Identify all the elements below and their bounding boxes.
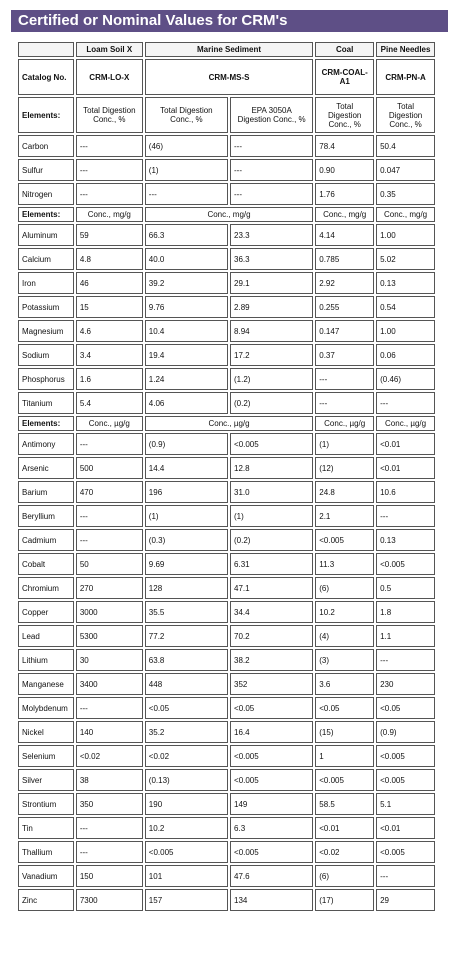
value-cell: --- [76,505,143,527]
catalog-coal: CRM-COAL-A1 [315,59,374,95]
value-cell: <0.005 [376,769,435,791]
table-row [18,841,435,863]
value-cell: --- [76,135,143,157]
value-cell: (46) [145,135,228,157]
element-name: Nitrogen [18,183,74,205]
element-name: Iron [18,272,74,294]
table-row [18,553,435,575]
value-cell: (0.9) [145,433,228,455]
value-cell: 1.6 [76,368,143,390]
element-name: Thallium [18,841,74,863]
value-cell: 0.047 [376,159,435,181]
value-cell: 5.4 [76,392,143,414]
value-cell: (15) [315,721,374,743]
value-cell: 1.00 [376,224,435,246]
value-cell: 35.2 [145,721,228,743]
element-name: Nickel [18,721,74,743]
value-cell: (12) [315,457,374,479]
table-row [18,159,435,181]
value-cell: 2.1 [315,505,374,527]
value-cell: 0.5 [376,577,435,599]
value-cell: (4) [315,625,374,647]
value-cell: 3400 [76,673,143,695]
value-cell: <0.05 [145,697,228,719]
value-cell: 3.4 [76,344,143,366]
table-row [18,248,435,270]
value-cell: --- [76,841,143,863]
value-cell: 9.69 [145,553,228,575]
unit-header: Total Digestion Conc., % [376,97,435,133]
value-cell: 2.89 [230,296,313,318]
page-title: Certified or Nominal Values for CRM's [11,10,448,32]
value-cell: 10.6 [376,481,435,503]
value-cell: (0.2) [230,392,313,414]
value-cell: 39.2 [145,272,228,294]
value-cell: 50 [76,553,143,575]
element-name: Molybdenum [18,697,74,719]
value-cell: 350 [76,793,143,815]
value-cell: <0.05 [230,697,313,719]
value-cell: <0.005 [376,745,435,767]
value-cell: <0.005 [315,769,374,791]
value-cell: 3000 [76,601,143,623]
unit-header: Conc., mg/g [315,207,374,222]
value-cell: <0.005 [145,841,228,863]
value-cell: (1) [145,159,228,181]
catalog-pine-needles: CRM-PN-A [376,59,435,95]
value-cell: (6) [315,577,374,599]
value-cell: 1 [315,745,374,767]
element-name: Phosphorus [18,368,74,390]
unit-header: Conc., µg/g [145,416,313,431]
element-name: Arsenic [18,457,74,479]
value-cell: --- [376,865,435,887]
table-row [18,865,435,887]
table-row [18,769,435,791]
table-row [18,368,435,390]
table-row [18,721,435,743]
value-cell: <0.005 [315,529,374,551]
value-cell: 2.92 [315,272,374,294]
element-name: Titanium [18,392,74,414]
value-cell: 0.90 [315,159,374,181]
value-cell: 12.8 [230,457,313,479]
value-cell: <0.01 [376,433,435,455]
table-row [18,601,435,623]
value-cell: --- [76,697,143,719]
value-cell: <0.02 [315,841,374,863]
value-cell: (0.13) [145,769,228,791]
elements-label: Elements: [18,207,74,222]
value-cell: 11.3 [315,553,374,575]
value-cell: 500 [76,457,143,479]
element-name: Copper [18,601,74,623]
table-row [18,505,435,527]
group-header-loam-soil: Loam Soil X [76,42,143,57]
value-cell: 4.6 [76,320,143,342]
value-cell: (0.3) [145,529,228,551]
element-name: Beryllium [18,505,74,527]
value-cell: 352 [230,673,313,695]
value-cell: 77.2 [145,625,228,647]
element-name: Tin [18,817,74,839]
value-cell: 4.06 [145,392,228,414]
table-row [18,889,435,911]
value-cell: 150 [76,865,143,887]
value-cell: 10.2 [145,817,228,839]
value-cell: 24.8 [315,481,374,503]
value-cell: 40.0 [145,248,228,270]
element-name: Sodium [18,344,74,366]
value-cell: 0.37 [315,344,374,366]
value-cell: 1.00 [376,320,435,342]
element-name: Silver [18,769,74,791]
section-header-row [18,97,435,133]
table-row [18,224,435,246]
table-row [18,457,435,479]
element-name: Selenium [18,745,74,767]
element-name: Lead [18,625,74,647]
value-cell: <0.02 [145,745,228,767]
value-cell: 8.94 [230,320,313,342]
value-cell: 5.02 [376,248,435,270]
value-cell: (17) [315,889,374,911]
value-cell: 10.4 [145,320,228,342]
elements-label: Elements: [18,97,74,133]
value-cell: <0.01 [315,817,374,839]
table-row [18,793,435,815]
value-cell: 4.8 [76,248,143,270]
value-cell: --- [315,392,374,414]
unit-header: EPA 3050A Digestion Conc., % [230,97,313,133]
value-cell: 29 [376,889,435,911]
table-row [18,481,435,503]
value-cell: <0.005 [230,745,313,767]
element-name: Potassium [18,296,74,318]
value-cell: 1.8 [376,601,435,623]
element-name: Sulfur [18,159,74,181]
table-row [18,649,435,671]
element-name: Lithium [18,649,74,671]
value-cell: 50.4 [376,135,435,157]
table-row [18,320,435,342]
value-cell: (1) [315,433,374,455]
table-row [18,344,435,366]
value-cell: 1.1 [376,625,435,647]
value-cell: 17.2 [230,344,313,366]
value-cell: <0.02 [76,745,143,767]
value-cell: 190 [145,793,228,815]
value-cell: 448 [145,673,228,695]
value-cell: <0.05 [315,697,374,719]
group-header-marine-sediment: Marine Sediment [145,42,313,57]
section-header-row [18,207,435,222]
element-name: Antimony [18,433,74,455]
value-cell: <0.01 [376,817,435,839]
unit-header: Total Digestion Conc., % [145,97,228,133]
group-header-coal: Coal [315,42,374,57]
catalog-loam-soil: CRM-LO-X [76,59,143,95]
value-cell: --- [76,529,143,551]
value-cell: --- [376,505,435,527]
value-cell: 6.3 [230,817,313,839]
value-cell: 78.4 [315,135,374,157]
value-cell: 38 [76,769,143,791]
value-cell: (3) [315,649,374,671]
table-row [18,392,435,414]
value-cell: 15 [76,296,143,318]
value-cell: --- [76,433,143,455]
value-cell: --- [76,817,143,839]
value-cell: 0.35 [376,183,435,205]
value-cell: 3.6 [315,673,374,695]
value-cell: 1.24 [145,368,228,390]
unit-header: Conc., mg/g [145,207,313,222]
value-cell: 0.06 [376,344,435,366]
value-cell: (0.2) [230,529,313,551]
unit-header: Total Digestion Conc., % [76,97,143,133]
value-cell: --- [315,368,374,390]
value-cell: 6.31 [230,553,313,575]
value-cell: --- [76,183,143,205]
table-row [18,745,435,767]
element-name: Aluminum [18,224,74,246]
value-cell: 5.1 [376,793,435,815]
value-cell: 14.4 [145,457,228,479]
value-cell: --- [76,159,143,181]
unit-header: Conc., µg/g [315,416,374,431]
element-name: Strontium [18,793,74,815]
header-blank-cell [18,42,74,57]
value-cell: 23.3 [230,224,313,246]
value-cell: 470 [76,481,143,503]
value-cell: 101 [145,865,228,887]
value-cell: 0.54 [376,296,435,318]
value-cell: 149 [230,793,313,815]
group-header-pine-needles: Pine Needles [376,42,435,57]
element-name: Carbon [18,135,74,157]
elements-label: Elements: [18,416,74,431]
value-cell: 128 [145,577,228,599]
value-cell: --- [230,183,313,205]
value-cell: 270 [76,577,143,599]
value-cell: 66.3 [145,224,228,246]
value-cell: 47.1 [230,577,313,599]
value-cell: --- [230,135,313,157]
value-cell: 1.76 [315,183,374,205]
value-cell: 4.14 [315,224,374,246]
table-row [18,817,435,839]
table-row [18,183,435,205]
section-header-row [18,416,435,431]
value-cell: 30 [76,649,143,671]
value-cell: 9.76 [145,296,228,318]
value-cell: (1) [230,505,313,527]
unit-header: Total Digestion Conc., % [315,97,374,133]
table-row [18,272,435,294]
table-row [18,673,435,695]
value-cell: 70.2 [230,625,313,647]
value-cell: <0.005 [230,433,313,455]
value-cell: 29.1 [230,272,313,294]
value-cell: 38.2 [230,649,313,671]
value-cell: 19.4 [145,344,228,366]
value-cell: 157 [145,889,228,911]
catalog-marine-sediment: CRM-MS-S [145,59,313,95]
value-cell: 0.785 [315,248,374,270]
element-name: Vanadium [18,865,74,887]
value-cell: (0.9) [376,721,435,743]
table-row [18,577,435,599]
value-cell: (1.2) [230,368,313,390]
unit-header: Conc., mg/g [376,207,435,222]
value-cell: 47.6 [230,865,313,887]
value-cell: 31.0 [230,481,313,503]
value-cell: <0.005 [376,553,435,575]
value-cell: 35.5 [145,601,228,623]
value-cell: 34.4 [230,601,313,623]
value-cell: (0.46) [376,368,435,390]
element-name: Barium [18,481,74,503]
value-cell: <0.005 [230,769,313,791]
value-cell: 36.3 [230,248,313,270]
value-cell: <0.01 [376,457,435,479]
unit-header: Conc., µg/g [76,416,143,431]
value-cell: <0.05 [376,697,435,719]
value-cell: --- [230,159,313,181]
value-cell: <0.005 [376,841,435,863]
value-cell: <0.005 [230,841,313,863]
value-cell: 0.13 [376,529,435,551]
element-name: Calcium [18,248,74,270]
element-name: Cadmium [18,529,74,551]
value-cell: 59 [76,224,143,246]
element-name: Magnesium [18,320,74,342]
value-cell: 140 [76,721,143,743]
element-name: Cobalt [18,553,74,575]
value-cell: 230 [376,673,435,695]
element-name: Zinc [18,889,74,911]
value-cell: --- [376,392,435,414]
unit-header: Conc., µg/g [376,416,435,431]
catalog-label: Catalog No. [18,59,74,95]
table-row [18,433,435,455]
value-cell: 196 [145,481,228,503]
unit-header: Conc., mg/g [76,207,143,222]
value-cell: 7300 [76,889,143,911]
value-cell: 0.147 [315,320,374,342]
value-cell: 134 [230,889,313,911]
element-name: Manganese [18,673,74,695]
value-cell: 46 [76,272,143,294]
value-cell: 0.13 [376,272,435,294]
table-row [18,296,435,318]
crm-values-table [16,40,437,913]
value-cell: (6) [315,865,374,887]
value-cell: 5300 [76,625,143,647]
table-row [18,625,435,647]
value-cell: 0.255 [315,296,374,318]
value-cell: 58.5 [315,793,374,815]
value-cell: 16.4 [230,721,313,743]
value-cell: --- [376,649,435,671]
value-cell: (1) [145,505,228,527]
value-cell: --- [145,183,228,205]
value-cell: 63.8 [145,649,228,671]
table-row [18,135,435,157]
table-row [18,697,435,719]
value-cell: 10.2 [315,601,374,623]
element-name: Chromium [18,577,74,599]
table-row [18,529,435,551]
